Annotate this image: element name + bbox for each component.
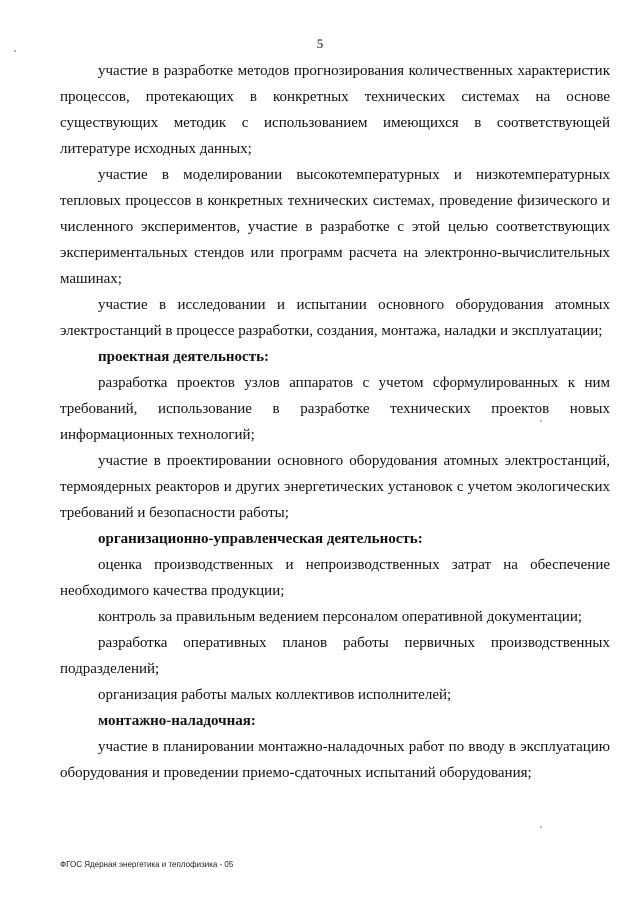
scan-speck <box>540 420 542 422</box>
page-footer: ФГОС Ядерная энергетика и теплофизика - 05 <box>60 860 234 869</box>
paragraph-documentation-control: контроль за правильным ведением персоналом оперативной документации; <box>98 609 583 625</box>
paragraph-commissioning-planning: участие в планировании монтажно-наладочных работ по вводу в эксплуатацию оборудования и проведении приемо-сдаточных испытаний оборудования; <box>60 739 610 781</box>
heading-design-activity: проектная деятельность: <box>98 349 269 365</box>
paragraph-forecasting-methods: участие в разработке методов прогнозирования количественных характеристик процессов, протекающих в конкретных технических системах на основе существующих методик с использованием имеющихся в соответствующей литературе исходных данных; <box>60 63 610 157</box>
heading-commissioning-activity: монтажно-наладочная: <box>98 713 256 729</box>
paragraph-cost-assessment: оценка производственных и непроизводственных затрат на обеспечение необходимого качества продукции; <box>60 557 610 599</box>
paragraph-equipment-testing: участие в исследовании и испытании основного оборудования атомных электростанций в процессе разработки, создания, монтажа, наладки и эксплуатации; <box>60 297 610 339</box>
document-body <box>60 58 610 786</box>
paragraph-thermal-modeling: участие в моделировании высокотемпературных и низкотемпературных тепловых процессов в конкретных технических системах, проведение физического и численного экспериментов, участие в разработке с этой целью соответствующих экспериментальных стендов или программ расчета на электронно-вычислительных машинах; <box>60 167 610 287</box>
scan-speck <box>14 50 16 52</box>
paragraph-operational-plans: разработка оперативных планов работы первичных производственных подразделений; <box>60 635 610 677</box>
scan-speck <box>540 826 542 828</box>
paragraph-unit-design: разработка проектов узлов аппаратов с учетом сформулированных к ним требований, использование в разработке технических проектов новых информационных технологий; <box>60 375 610 443</box>
paragraph-team-organization: организация работы малых коллективов исполнителей; <box>98 687 452 703</box>
page-number: 5 <box>316 36 324 51</box>
paragraph-plant-design: участие в проектировании основного оборудования атомных электростанций, термоядерных реакторов и других энергетических установок с учетом экологических требований и безопасности работы; <box>60 453 610 521</box>
heading-management-activity: организационно-управленческая деятельность: <box>98 531 423 547</box>
